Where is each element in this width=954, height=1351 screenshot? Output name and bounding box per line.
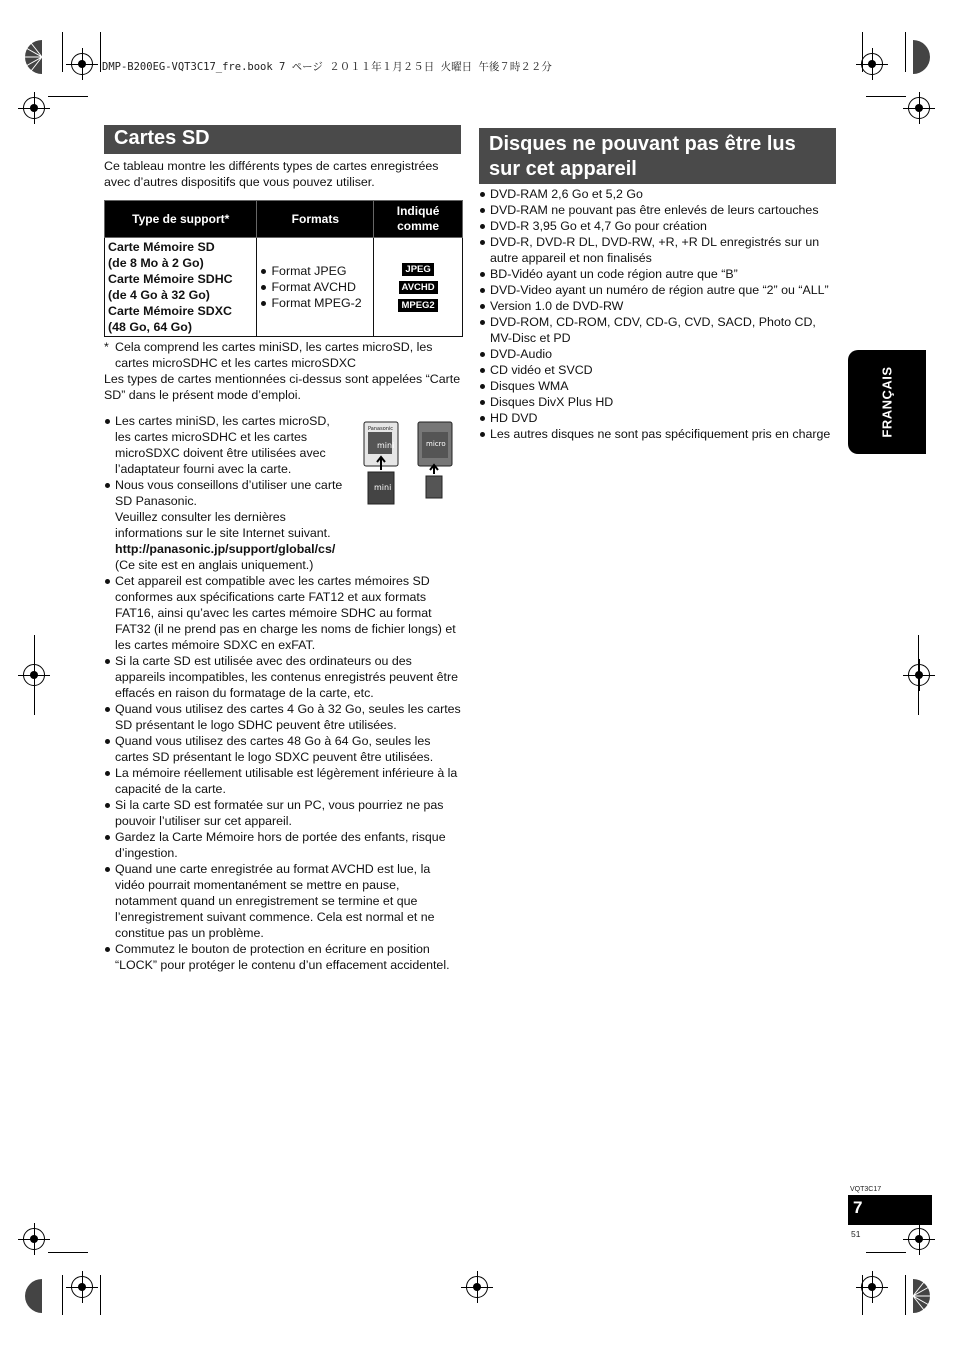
media-line: Carte Mémoire SDHC xyxy=(108,272,233,286)
list-item: Gardez la Carte Mémoire hors de portée des enfants, risque d’ingestion. xyxy=(104,829,462,861)
registration-mark xyxy=(908,1228,930,1250)
crop-line xyxy=(62,32,63,72)
table-row xyxy=(105,238,463,337)
crop-line xyxy=(62,1275,63,1315)
media-line: (48 Go, 64 Go) xyxy=(108,320,192,334)
list-item: Quand une carte enregistrée au format AVCHD est lue, la vidéo pourrait momentanément se mettre en pause, notamment quand un enregistrement se termine et que l’enregistrement suivant commence. Cela est normal et ne constitue pas un problème. xyxy=(104,861,462,941)
registration-mark xyxy=(908,664,930,686)
formats-list xyxy=(260,263,370,311)
formats-table xyxy=(104,200,463,337)
micro-card-label: micro xyxy=(426,440,446,448)
format-badge: JPEG xyxy=(402,263,433,276)
crop-line xyxy=(100,32,101,72)
list-item: DVD-R 3,95 Go et 4,7 Go pour création xyxy=(479,218,836,234)
crop-line xyxy=(100,1275,101,1315)
crop-line xyxy=(48,1252,88,1253)
sd-notes-list xyxy=(104,573,462,973)
list-item: DVD-Audio xyxy=(479,346,836,362)
registration-mark xyxy=(23,1228,45,1250)
intro-text: Ce tableau montre les différents types de cartes enregistrées avec d’autres dispositifs que vous pouvez utiliser. xyxy=(104,159,439,189)
section-title-disques: Disques ne pouvant pas être lus sur cet appareil xyxy=(479,128,836,184)
crop-line xyxy=(905,32,906,72)
crop-line xyxy=(866,1252,906,1253)
section-title-cartes-sd: Cartes SD xyxy=(104,125,461,154)
media-line: Carte Mémoire SDXC xyxy=(108,304,232,318)
format-item: Format MPEG-2 xyxy=(260,295,370,311)
list-item: La mémoire réellement utilisable est légèrement inférieure à la capacité de la carte. xyxy=(104,765,462,797)
registration-mark xyxy=(71,53,93,75)
list-item: Commutez le bouton de protection en écriture en position “LOCK” pour protéger le contenu d’un effacement accidentel. xyxy=(104,941,462,973)
list-item: Cet appareil est compatible avec les cartes mémoires SD conformes aux spécifications carte FAT12 et aux formats FAT16, ainsi qu’avec les cartes mémoire SDHC au format FAT32 (il ne prend pas en charge les noms de fichier longs) et les cartes mémoire SDXC en exFAT. xyxy=(104,573,462,653)
registration-mark xyxy=(71,1276,93,1298)
registration-mark xyxy=(466,1276,488,1298)
list-item: DVD-R, DVD-R DL, DVD-RW, +R, +R DL enregistrés sur un autre appareil et non finalisés xyxy=(479,234,836,266)
footnote-mark: * xyxy=(104,340,109,354)
format-item: Format AVCHD xyxy=(260,279,370,295)
sd-adapter-illustration xyxy=(360,420,460,506)
list-item-text: (Ce site est en anglais uniquement.) xyxy=(115,558,314,572)
list-item-text: Nous vous conseillons d’utiliser une carte SD Panasonic. xyxy=(115,478,343,508)
list-item: DVD-Video ayant un numéro de région autre que “2” ou “ALL” xyxy=(479,282,836,298)
registration-mark xyxy=(861,1276,883,1298)
media-line: (de 4 Go à 32 Go) xyxy=(108,288,210,302)
list-item: Si la carte SD est formatée sur un PC, vous pourriez ne pas pouvoir l’utiliser sur cet appareil. xyxy=(104,797,462,829)
page-number: 7 xyxy=(853,1198,863,1217)
indicated-cell xyxy=(374,238,463,337)
list-item: HD DVD xyxy=(479,410,836,426)
language-tab xyxy=(848,350,926,454)
registration-mark xyxy=(908,97,930,119)
footnote: Cela comprend les cartes miniSD, les cartes microSD, les cartes microSDHC et les cartes microSDXC xyxy=(115,340,433,370)
media-line: (de 8 Mo à 2 Go) xyxy=(108,256,204,270)
brand-label: Panasonic xyxy=(368,426,394,432)
list-item: DVD-RAM 2,6 Go et 5,2 Go xyxy=(479,186,836,202)
mini-card-label: mini xyxy=(374,483,392,492)
color-wheel-mark xyxy=(913,1279,931,1313)
list-item: Quand vous utilisez des cartes 48 Go à 64 Go, seules les cartes SD présentant le logo SDXC peuvent être utilisées. xyxy=(104,733,462,765)
list-item: Les cartes miniSD, les cartes microSD, les cartes microSDHC et les cartes microSDXC doivent être utilisées avec l’adaptateur fourni avec la carte. xyxy=(104,413,348,477)
media-line: Carte Mémoire SD xyxy=(108,240,215,254)
format-badge: MPEG2 xyxy=(398,299,437,312)
language-tab-label: FRANÇAIS xyxy=(879,366,895,438)
list-item: DVD-RAM ne pouvant pas être enlevés de leurs cartouches xyxy=(479,202,836,218)
after-note: Les types de cartes mentionnées ci-dessus sont appelées “Carte SD” dans le présent mode d’emploi. xyxy=(104,372,461,402)
sub-page-number: 51 xyxy=(851,1229,861,1239)
page-number-box xyxy=(848,1195,932,1225)
list-item: DVD-ROM, CD-ROM, CDV, CD-G, CVD, SACD, Photo CD, MV-Disc et PD xyxy=(479,314,836,346)
list-item: Les autres disques ne sont pas spécifiquement pris en charge xyxy=(479,426,836,442)
registration-mark xyxy=(861,53,883,75)
table-header: Indiqué comme xyxy=(374,201,463,238)
format-badge: AVCHD xyxy=(399,281,438,294)
list-item xyxy=(104,477,348,573)
list-item: Disques DivX Plus HD xyxy=(479,394,836,410)
table-header: Type de support* xyxy=(105,201,257,238)
format-item: Format JPEG xyxy=(260,263,370,279)
table-header: Formats xyxy=(257,201,374,238)
formats-cell xyxy=(257,238,374,337)
crop-line xyxy=(866,96,906,97)
color-wheel-mark xyxy=(913,40,931,74)
table-header-row xyxy=(105,201,463,238)
list-item: BD-Vidéo ayant un code région autre que “B” xyxy=(479,266,836,282)
registration-mark xyxy=(23,664,45,686)
card-bullets xyxy=(104,413,348,573)
color-wheel-mark xyxy=(24,1279,42,1313)
crop-line xyxy=(905,1275,906,1315)
list-item: Disques WMA xyxy=(479,378,836,394)
list-item: Version 1.0 de DVD-RW xyxy=(479,298,836,314)
registration-mark xyxy=(23,97,45,119)
mini-card-label: mini xyxy=(377,441,395,450)
doc-code: VQT3C17 xyxy=(850,1186,882,1193)
media-cell xyxy=(105,238,257,337)
crop-line xyxy=(48,96,88,97)
list-item: Quand vous utilisez des cartes 4 Go à 32 Go, seules les cartes SD présentant le logo SDHC peuvent être utilisées. xyxy=(104,701,462,733)
unplayable-discs-list xyxy=(479,186,836,442)
support-url: http://panasonic.jp/support/global/cs/ xyxy=(115,542,336,556)
list-item: Si la carte SD est utilisée avec des ordinateurs ou des appareils incompatibles, les contenus enregistrés peuvent être effacés en raison du formatage de la carte, etc. xyxy=(104,653,462,701)
list-item: CD vidéo et SVCD xyxy=(479,362,836,378)
list-item-text: Veuillez consulter les dernières informations sur le site Internet suivant. xyxy=(115,510,331,540)
print-header: DMP-B200EG-VQT3C17_fre.book 7 ページ ２０１１年１月２５日 火曜日 午後７時２２分 xyxy=(102,61,552,73)
color-wheel-mark xyxy=(24,40,42,74)
